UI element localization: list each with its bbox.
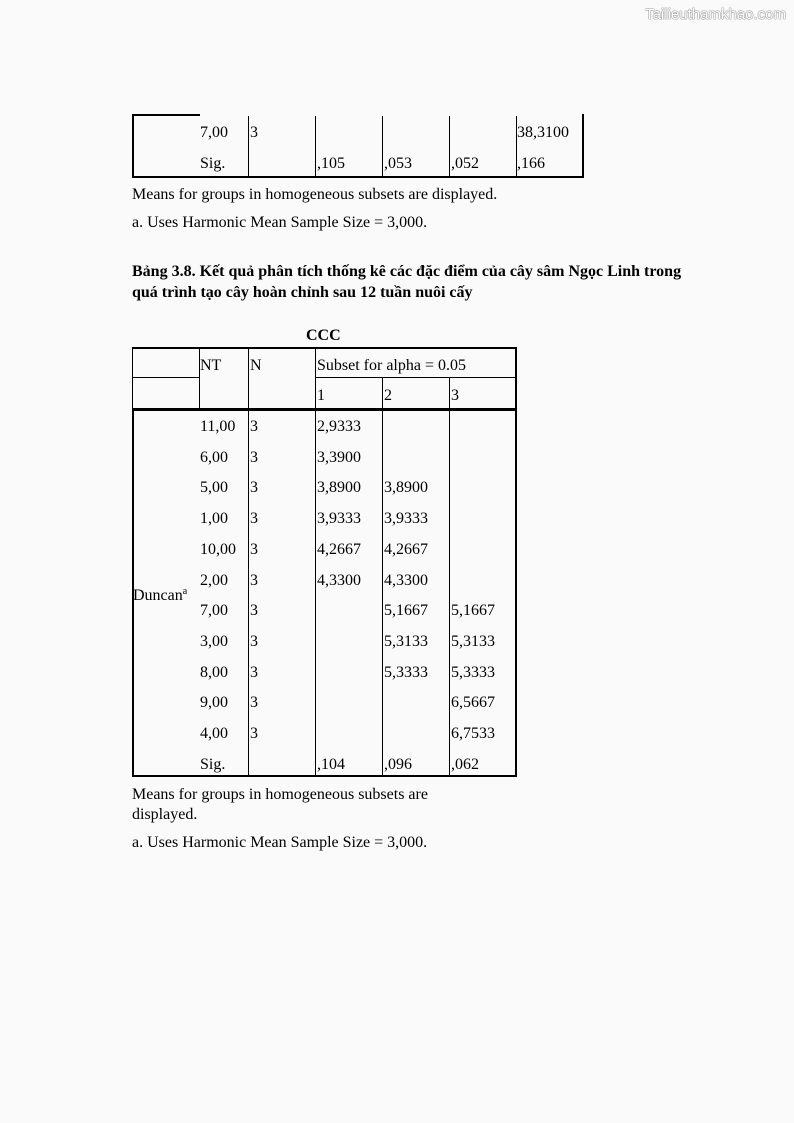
table-caption-line2: quá trình tạo cây hoàn chỉnh sau 12 tuần nuôi cấy xyxy=(132,284,473,301)
table-1-note-means: Means for groups in homogeneous subsets are displayed. xyxy=(132,186,498,203)
table-2-header-col2: 2 xyxy=(384,387,392,404)
table-2-row2-nt: 6,00 xyxy=(200,449,228,466)
table-1-row2-nt: Sig. xyxy=(200,155,226,172)
table-2-row4-nt: 1,00 xyxy=(200,510,228,527)
table-1-row1-n: 3 xyxy=(250,124,258,141)
table-1-row2-s3: ,052 xyxy=(451,155,479,172)
table-2-row9-nt: 8,00 xyxy=(200,664,228,681)
table-1-row1-nt: 7,00 xyxy=(200,124,228,141)
table-2-row3-s1: 3,8900 xyxy=(317,479,361,496)
table-2-group-label: Duncan$^a$ xyxy=(133,586,188,604)
table-2-row1-n: 3 xyxy=(250,418,258,435)
table-2-row12-nt: Sig. xyxy=(200,756,226,773)
table-1-row2-s1: ,105 xyxy=(317,155,345,172)
table-2-row9-n: 3 xyxy=(250,664,258,681)
table-2-row2-n: 3 xyxy=(250,449,258,466)
table-1-row1-s4: 38,3100 xyxy=(517,124,569,141)
table-1-note-harmonic: a. Uses Harmonic Mean Sample Size = 3,000. xyxy=(132,214,428,231)
table-2-row4-s1: 3,9333 xyxy=(317,510,361,527)
table-2-row3-nt: 5,00 xyxy=(200,479,228,496)
table-2-row12-s3: ,062 xyxy=(451,756,479,773)
table-2-row5-s2: 4,2667 xyxy=(384,541,428,558)
table-2-row7-nt: 7,00 xyxy=(200,602,228,619)
table-2-row3-s2: 3,8900 xyxy=(384,479,428,496)
table-2-header-col1: 1 xyxy=(317,387,325,404)
table-2-row11-n: 3 xyxy=(250,725,258,742)
table-2-row2-s1: 3,3900 xyxy=(317,449,361,466)
table-2-row4-s2: 3,9333 xyxy=(384,510,428,527)
table-2-row6-s2: 4,3300 xyxy=(384,572,428,589)
table-2-row5-s1: 4,2667 xyxy=(317,541,361,558)
table-1-row2-s4: ,166 xyxy=(517,155,545,172)
table-2-row7-n: 3 xyxy=(250,602,258,619)
table-2-row1-s1: 2,9333 xyxy=(317,418,361,435)
table-2-note-harmonic: a. Uses Harmonic Mean Sample Size = 3,000. xyxy=(132,834,428,851)
table-2-note-means: Means for groups in homogeneous subsets are xyxy=(132,786,428,803)
table-2-header-col3: 3 xyxy=(451,387,459,404)
table-2-row4-n: 3 xyxy=(250,510,258,527)
table-2-row12-s1: ,104 xyxy=(317,756,345,773)
table-2-row8-s3: 5,3133 xyxy=(451,633,495,650)
table-2-row11-nt: 4,00 xyxy=(200,725,228,742)
table-2-row12-s2: ,096 xyxy=(384,756,412,773)
table-2-header-nt: NT xyxy=(200,357,222,374)
table-2-row3-n: 3 xyxy=(250,479,258,496)
table-2-row11-s3: 6,7533 xyxy=(451,725,495,742)
table-2-header-n: N xyxy=(250,357,262,374)
table-2-row6-nt: 2,00 xyxy=(200,572,228,589)
table-2-row5-n: 3 xyxy=(250,541,258,558)
watermark: Tailieuthamkhao.com xyxy=(645,6,786,23)
table-caption-line1: Bảng 3.8. Kết quả phân tích thống kê các đặc điểm của cây sâm Ngọc Linh trong xyxy=(132,263,682,280)
table-2-row7-s2: 5,1667 xyxy=(384,602,428,619)
table-2-row8-n: 3 xyxy=(250,633,258,650)
table-2-row6-n: 3 xyxy=(250,572,258,589)
table-2-row10-n: 3 xyxy=(250,694,258,711)
table-2-note-means-cont: displayed. xyxy=(132,806,198,823)
table-2-row5-nt: 10,00 xyxy=(200,541,236,558)
table-2-row9-s3: 5,3333 xyxy=(451,664,495,681)
table-1-row2-s2: ,053 xyxy=(384,155,412,172)
table-2-header-subset: Subset for alpha = 0.05 xyxy=(317,357,466,374)
table-2-row8-nt: 3,00 xyxy=(200,633,228,650)
table-2-row9-s2: 5,3333 xyxy=(384,664,428,681)
table-2-row1-nt: 11,00 xyxy=(200,418,236,435)
table-2-row7-s3: 5,1667 xyxy=(451,602,495,619)
table-2-title: CCC xyxy=(306,327,341,344)
table-2-row10-nt: 9,00 xyxy=(200,694,228,711)
table-2-row10-s3: 6,5667 xyxy=(451,694,495,711)
table-2-row8-s2: 5,3133 xyxy=(384,633,428,650)
table-2-row6-s1: 4,3300 xyxy=(317,572,361,589)
